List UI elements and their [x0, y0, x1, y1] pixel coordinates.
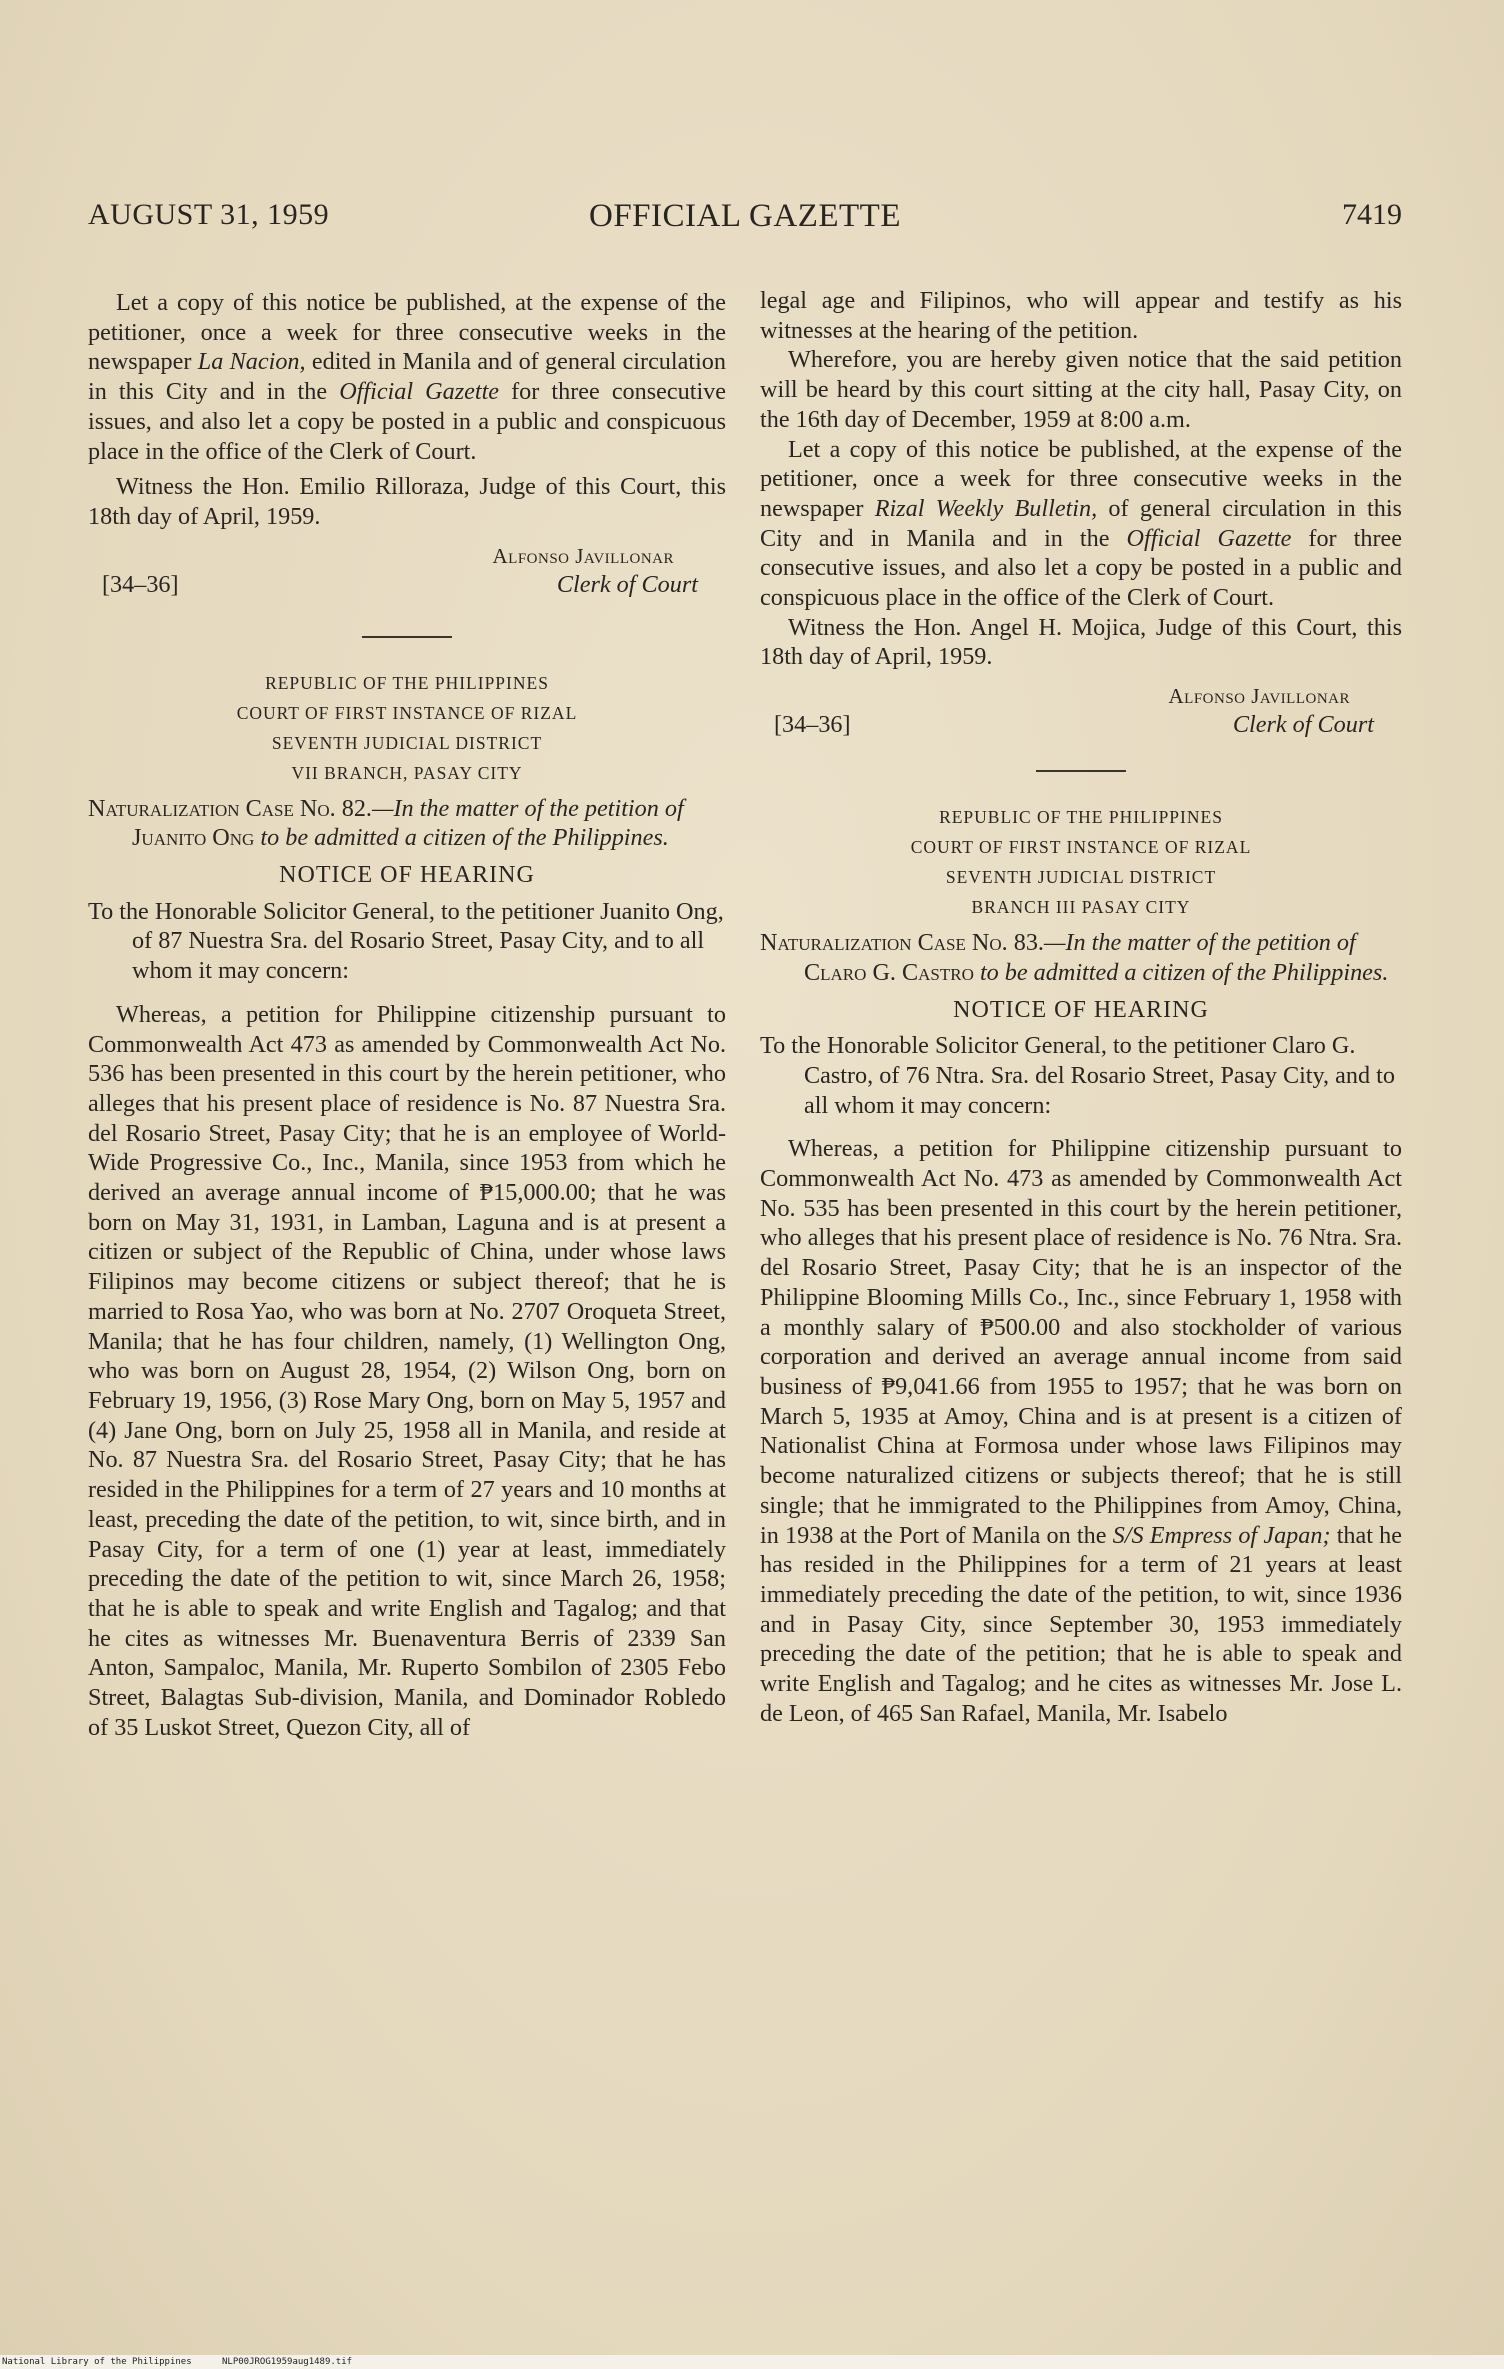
section-divider — [362, 636, 452, 638]
publication-paragraph: Let a copy of this notice be published, at the expense of the petitioner, once a week for three consecutive weeks in the newspaper Rizal Weekly Bulletin, of general circulation in this City and in Manila and in the Official Gazette for three consecutive issues, and also let a copy be posted in a public and conspicuous place in the office of the Clerk of Court. — [760, 435, 1402, 612]
notice-title: NOTICE OF HEARING — [279, 862, 535, 889]
court-line: SEVENTH JUDICIAL DISTRICT — [945, 867, 1217, 888]
clerk-title: Clerk of Court — [556, 570, 698, 598]
ship-name: S/S Empress of Japan; — [1112, 1521, 1331, 1549]
header-date: AUGUST 31, 1959 — [88, 198, 330, 231]
witness-paragraph: Witness the Hon. Angel H. Mojica, Judge of this Court, this 18th day of April, 1959. — [760, 613, 1402, 671]
file-name: NLP00JROG1959aug1489.tif — [222, 2357, 353, 2367]
newspaper-name: La Nacion, — [197, 348, 306, 376]
court-line: COURT OF FIRST INSTANCE OF RIZAL — [236, 702, 578, 723]
notice-title: NOTICE OF HEARING — [953, 996, 1209, 1023]
case-heading: Naturalization Case No. 83.—In the matter of the petition of Claro G. Castro to be admitted a citizen of the Philippines. — [760, 929, 1389, 986]
right-column — [760, 286, 1402, 1728]
publication-paragraph: Let a copy of this notice be published, at the expense of the petitioner, once a week for three consecutive weeks in the newspaper La Nacion, edited in Manila and of general circulation in this City and in the Official Gazette for three consecutive issues, and also let a copy be posted in a public and conspicuous place in the office of the Clerk of Court. — [88, 289, 726, 465]
issue-reference: [34–36] — [774, 711, 851, 739]
newspaper-name: Rizal Weekly Bulletin, — [874, 494, 1098, 522]
petitioner-name: Claro G. Castro — [804, 958, 974, 986]
gazette-name: Official Gazette — [1126, 524, 1292, 552]
petition-body: Whereas, a petition for Philippine citizenship pursuant to Commonwealth Act 473 as amended by Commonwealth Act No. 536 has been presented in this court by the herein petitioner, who alleges that his present place of residence is No. 87 Nuestra Sra. del Rosario Street, Pasay City; that he is an employee of World-Wide Progressive Co., Inc., Manila, since 1953 from which he derived an average annual income of ₱15,000.00; that he was born on May 31, 1931, in Lamban, Laguna and is at present a citizen or subject of the Republic of China, under whose laws Filipinos may become citizens or subject thereof; that he is married to Rosa Yao, who was born at No. 2707 Oroqueta Street, Manila; that he has four children, namely, (1) Wellington Ong, who was born on August 28, 1954, (2) Wilson Ong, born on February 19, 1956, (3) Rose Mary Ong, born on May 5, 1957 and (4) Jane Ong, born on July 25, 1958 all in Manila, and reside at No. 87 Nuestra Sra. del Rosario Street, Pasay City; that he has resided in the Philippines for a term of 27 years and 10 months at least, preceding the date of the petition, to wit, since birth, and in Pasay City, for a term of one (1) year at least, immediately preceding the date of the petition to wit, since March 26, 1958; that he is able to speak and write English and Tagalog; and that he cites as witnesses Mr. Buenaventura Berris of 2339 San Anton, Sampaloc, Manila, Mr. Ruperto Sombilon of 2305 Febo Street, Balagtas Sub-division, Manila, and Dominador Robledo of 35 Luskot Street, Quezon City, all of — [88, 1000, 726, 1741]
gazette-name: Official Gazette — [339, 378, 500, 406]
page-number: 7419 — [1342, 198, 1402, 231]
court-line: REPUBLIC OF THE PHILIPPINES — [939, 807, 1223, 828]
court-line: BRANCH III PASAY CITY — [971, 897, 1191, 918]
scan-footer — [0, 2355, 1504, 2369]
signatory-name: Alfonso Javillonar — [1168, 684, 1350, 709]
court-line: VII BRANCH, PASAY CITY — [291, 762, 523, 783]
library-credit: National Library of the Philippines — [2, 2357, 192, 2367]
case-heading: Naturalization Case No. 82.—In the matter of the petition of Juanito Ong to be admitted a citizen of the Philippines. — [88, 794, 684, 852]
header-title: OFFICIAL GAZETTE — [589, 198, 901, 234]
case-label: Naturalization Case No. 82. — [88, 794, 372, 822]
court-heading — [760, 802, 1402, 922]
court-line: REPUBLIC OF THE PHILIPPINES — [265, 672, 549, 693]
issue-reference: [34–36] — [102, 570, 179, 598]
witness-paragraph: Witness the Hon. Emilio Rilloraza, Judge of this Court, this 18th day of April, 1959. — [88, 473, 726, 530]
petition-body: Whereas, a petition for Philippine citizenship pursuant to Commonwealth Act No. 473 as amended by Commonwealth Act No. 535 has been presented in this court by the herein petitioner, who alleges that his present place of residence is No. 76 Ntra. Sra. del Rosario Street, Pasay City; that he is an inspector of the Philippine Blooming Mills Co., Inc., since February 1, 1958 with a monthly salary of ₱500.00 and also stockholder of various corporation and derived an average annual income from said business of ₱9,041.66 from 1955 to 1957; that he was born on March 5, 1935 at Amoy, China and is at present is a citizen of Nationalist China at Formosa under whose laws Filipinos may become naturalized citizens or subjects thereof; that he is still single; that he immigrated to the Philippines from Amoy, China, in 1938 at the Port of Manila on the S/S Empress of Japan; that he has resided in the Philippines for a term of 21 years at least immediately preceding the date of the petition, to wit, since 1936 and in Pasay City, since September 30, 1953 immediately preceding the date of the petition; that he is able to speak and write English and Tagalog; and he cites as witnesses Mr. Jose L. de Leon, of 465 San Rafael, Manila, Mr. Isabelo — [760, 1135, 1402, 1727]
left-column — [88, 288, 726, 1742]
address-paragraph: To the Honorable Solicitor General, to the petitioner Claro G. Castro, of 76 Ntra. Sra. del Rosario Street, Pasay City, and to all whom it may concern: — [760, 1032, 1395, 1119]
signature-block — [760, 682, 1402, 742]
signatory-name: Alfonso Javillonar — [492, 543, 674, 568]
continued-paragraph: legal age and Filipinos, who will appear and testify as his witnesses at the hearing of the petition. — [760, 287, 1402, 344]
section-divider — [1036, 770, 1126, 772]
court-line: SEVENTH JUDICIAL DISTRICT — [271, 732, 543, 753]
address-paragraph: To the Honorable Solicitor General, to the petitioner Juanito Ong, of 87 Nuestra Sra. del Rosario Street, Pasay City, and to all whom it may concern: — [88, 897, 724, 985]
signature-block — [88, 542, 726, 602]
wherefore-paragraph: Wherefore, you are hereby given notice that the said petition will be heard by this court sitting at the city hall, Pasay City, on the 16th day of December, 1959 at 8:00 a.m. — [760, 346, 1402, 433]
page-header — [88, 198, 1402, 248]
court-heading — [88, 668, 726, 788]
petitioner-name: Juanito Ong — [132, 824, 255, 852]
clerk-title: Clerk of Court — [1232, 711, 1374, 739]
case-label: Naturalization Case No. 83. — [760, 929, 1044, 957]
court-line: COURT OF FIRST INSTANCE OF RIZAL — [910, 837, 1252, 858]
